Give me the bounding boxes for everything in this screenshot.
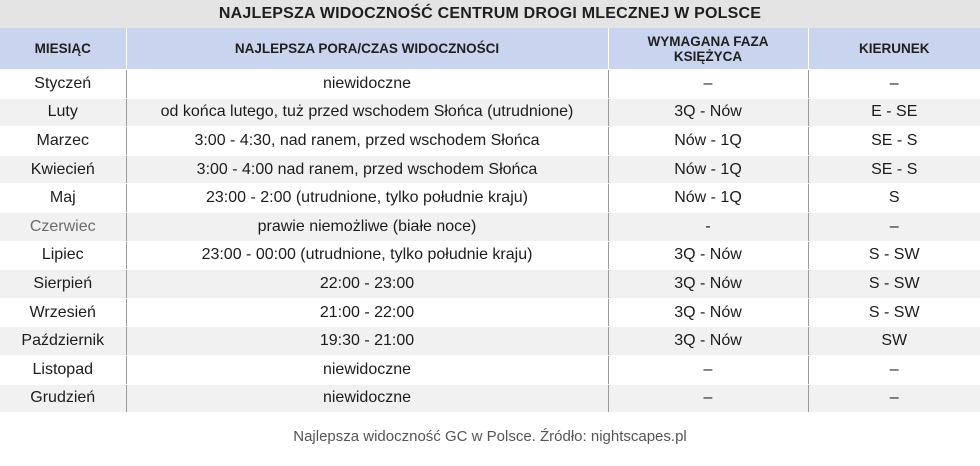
cell-moon: Nów - 1Q xyxy=(608,184,808,213)
table-row xyxy=(0,212,980,241)
cell-moon: 3Q - Nów xyxy=(608,327,808,356)
cell-direction: S - SW xyxy=(808,241,980,270)
header-moon-phase-line2: KSIĘŻYCA xyxy=(673,48,743,64)
cell-direction: S - SW xyxy=(808,298,980,327)
header-time: NAJLEPSZA PORA/CZAS WIDOCZNOŚCI xyxy=(126,28,608,70)
cell-month: Lipiec xyxy=(0,241,126,270)
cell-month: Wrzesień xyxy=(0,298,126,327)
cell-moon: – xyxy=(608,384,808,413)
cell-month: Czerwiec xyxy=(0,212,126,241)
table-row xyxy=(0,127,980,156)
table-row xyxy=(0,241,980,270)
cell-moon: Nów - 1Q xyxy=(608,155,808,184)
cell-direction: SW xyxy=(808,327,980,356)
cell-moon: 3Q - Nów xyxy=(608,98,808,127)
cell-time: 19:30 - 21:00 xyxy=(126,327,608,356)
cell-moon: 3Q - Nów xyxy=(608,298,808,327)
cell-direction: – xyxy=(808,212,980,241)
cell-moon: – xyxy=(608,70,808,99)
cell-direction: E - SE xyxy=(808,98,980,127)
table-row xyxy=(0,184,980,213)
cell-time: 21:00 - 22:00 xyxy=(126,298,608,327)
table-row xyxy=(0,98,980,127)
table-row xyxy=(0,298,980,327)
cell-month: Październik xyxy=(0,327,126,356)
table-row xyxy=(0,355,980,384)
table-row xyxy=(0,327,980,356)
cell-month: Luty xyxy=(0,98,126,127)
cell-time: niewidoczne xyxy=(126,70,608,99)
cell-moon: 3Q - Nów xyxy=(608,270,808,299)
table-row xyxy=(0,70,980,99)
header-moon-phase xyxy=(608,28,808,70)
cell-time: 23:00 - 00:00 (utrudnione, tylko południe kraju) xyxy=(126,241,608,270)
cell-moon: - xyxy=(608,212,808,241)
cell-direction: S - SW xyxy=(808,270,980,299)
cell-direction: SE - S xyxy=(808,127,980,156)
cell-time: 3:00 - 4:30, nad ranem, przed wschodem Słońca xyxy=(126,127,608,156)
cell-time: prawie niemożliwe (białe noce) xyxy=(126,212,608,241)
cell-time: niewidoczne xyxy=(126,355,608,384)
table-row xyxy=(0,384,980,413)
cell-direction: – xyxy=(808,384,980,413)
cell-month: Marzec xyxy=(0,127,126,156)
cell-time: 22:00 - 23:00 xyxy=(126,270,608,299)
cell-month: Styczeń xyxy=(0,70,126,99)
cell-month: Kwiecień xyxy=(0,155,126,184)
cell-time: 3:00 - 4:00 nad ranem, przed wschodem Słońca xyxy=(126,155,608,184)
header-row xyxy=(0,28,980,70)
table-row xyxy=(0,155,980,184)
header-moon-phase-line1: WYMAGANA FAZA xyxy=(647,33,769,49)
header-direction: KIERUNEK xyxy=(808,28,980,70)
cell-month: Maj xyxy=(0,184,126,213)
cell-direction: – xyxy=(808,355,980,384)
header-month: MIESIĄC xyxy=(0,28,126,70)
cell-month: Sierpień xyxy=(0,270,126,299)
cell-time: 23:00 - 2:00 (utrudnione, tylko południe kraju) xyxy=(126,184,608,213)
cell-direction: SE - S xyxy=(808,155,980,184)
cell-moon: Nów - 1Q xyxy=(608,127,808,156)
cell-moon: – xyxy=(608,355,808,384)
cell-moon: 3Q - Nów xyxy=(608,241,808,270)
cell-time: niewidoczne xyxy=(126,384,608,413)
cell-month: Grudzień xyxy=(0,384,126,413)
visibility-table xyxy=(0,28,980,413)
cell-direction: – xyxy=(808,70,980,99)
cell-time: od końca lutego, tuż przed wschodem Słońca (utrudnione) xyxy=(126,98,608,127)
cell-month: Listopad xyxy=(0,355,126,384)
table-title: NAJLEPSZA WIDOCZNOŚĆ CENTRUM DROGI MLECZNEJ W POLSCE xyxy=(0,0,980,28)
cell-direction: S xyxy=(808,184,980,213)
table-row xyxy=(0,270,980,299)
image-caption: Najlepsza widoczność GC w Polsce. Źródło: nightscapes.pl xyxy=(293,428,687,445)
